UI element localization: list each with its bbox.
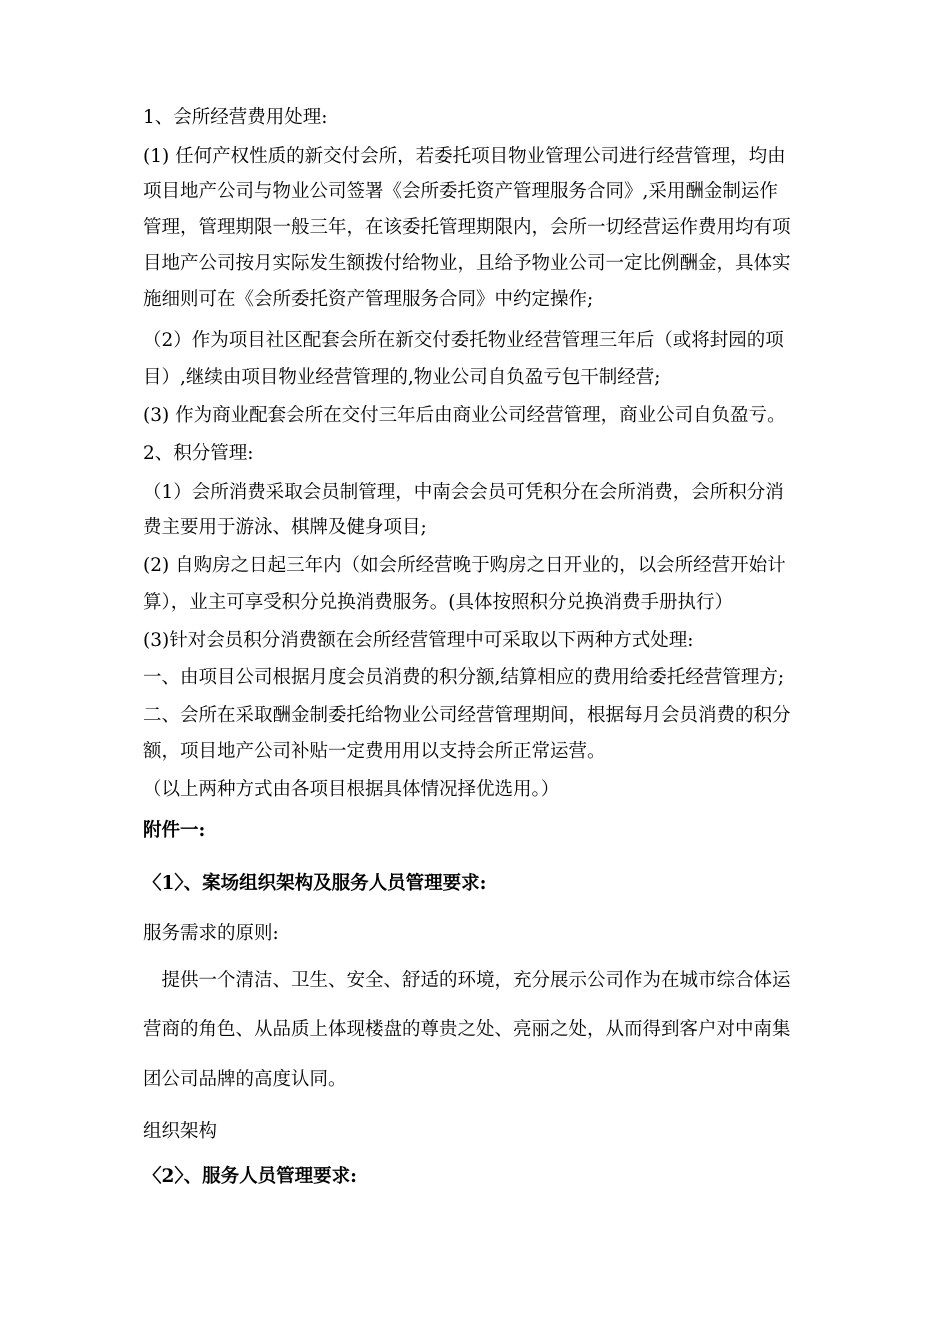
- paragraph-line: (3)针对会员积分消费额在会所经营管理中可采取以下两种方式处理:: [143, 630, 694, 651]
- paragraph-line: （以上两种方式由各项目根据具体情况择优选用。）: [143, 779, 560, 800]
- paragraph-line: 目）,继续由项目物业经营管理的,物业公司自负盈亏包干制经营;: [143, 367, 661, 388]
- section-heading-2: 2、积分管理:: [143, 443, 254, 464]
- paragraph-line: （2）作为项目社区配套会所在新交付委托物业经营管理三年后（或将封园的项: [143, 330, 784, 351]
- paragraph-line: 团公司品牌的高度认同。: [143, 1069, 347, 1090]
- paragraph-line: 组织架构: [143, 1121, 218, 1142]
- paragraph-line: 费主要用于游泳、棋牌及健身项目;: [143, 517, 427, 538]
- paragraph-line: 目地产公司按月实际发生额拨付给物业，且给予物业公司一定比例酬金，具体实: [143, 253, 791, 274]
- paragraph-line: (1) 任何产权性质的新交付会所，若委托项目物业管理公司进行经营管理，均由: [143, 146, 786, 167]
- paragraph-line: 服务需求的原则:: [143, 923, 279, 944]
- paragraph-line: 一、由项目公司根据月度会员消费的积分额,结算相应的费用给委托经营管理方;: [143, 667, 785, 688]
- subsection-heading-2: 〈2〉、服务人员管理要求:: [143, 1166, 357, 1187]
- paragraph-line: 额，项目地产公司补贴一定费用用以支持会所正常运营。: [143, 741, 606, 762]
- paragraph-line: 施细则可在《会所委托资产管理服务合同》中约定操作;: [143, 289, 594, 310]
- paragraph-line: 项目地产公司与物业公司签署《会所委托资产管理服务合同》,采用酬金制运作: [143, 181, 778, 202]
- paragraph-line: 提供一个清洁、卫生、安全、舒适的环境，充分展示公司作为在城市综合体运: [143, 970, 791, 991]
- appendix-heading: 附件一:: [143, 820, 206, 841]
- paragraph-line: 营商的角色、从品质上体现楼盘的尊贵之处、亮丽之处，从而得到客户对中南集: [143, 1019, 791, 1040]
- section-heading-1: 1、会所经营费用处理:: [143, 107, 328, 128]
- paragraph-line: 算），业主可享受积分兑换消费服务。(具体按照积分兑换消费手册执行）: [143, 592, 733, 613]
- paragraph-line: (3) 作为商业配套会所在交付三年后由商业公司经营管理，商业公司自负盈亏。: [143, 405, 786, 426]
- paragraph-line: 二、会所在采取酬金制委托给物业公司经营管理期间，根据每月会员消费的积分: [143, 705, 791, 726]
- paragraph-line: （1）会所消费采取会员制管理，中南会会员可凭积分在会所消费，会所积分消: [143, 482, 784, 503]
- paragraph-line: (2) 自购房之日起三年内（如会所经营晚于购房之日开业的，以会所经营开始计: [143, 555, 786, 576]
- paragraph-line: 管理，管理期限一般三年，在该委托管理期限内，会所一切经营运作费用均有项: [143, 217, 791, 238]
- subsection-heading-1: 〈1〉、案场组织架构及服务人员管理要求:: [143, 873, 487, 894]
